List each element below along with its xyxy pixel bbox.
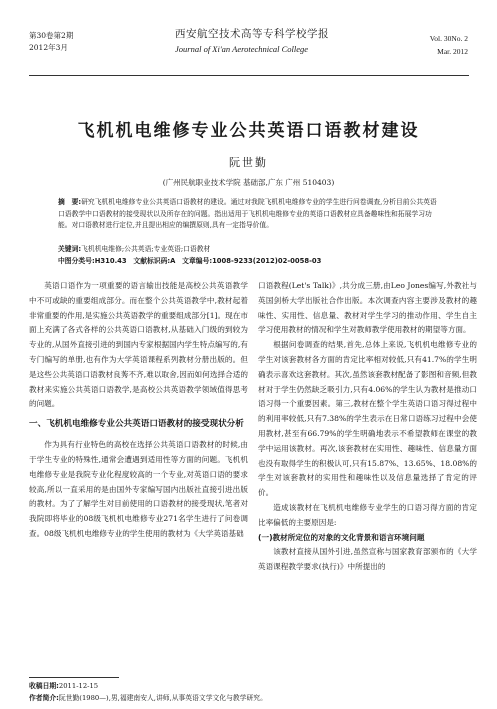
header-volume-en: Vol. 30No. 2 [429,34,468,43]
author-bio-label: 作者简介: [29,694,59,702]
received-label: 收稿日期: [29,682,59,690]
left-column [29,279,248,542]
body-paragraph: 口语教程(Let's Talk)》,共分成三册,由Leo Jones编写,外教社与英国剑桥大学出版社合作出版。本次调查内容主要涉及教材的趣味性、实用性、信息量、教材对学生学习的推动作用、学生自主学习使用教材的情况和学生对教师教学使用教材的期望等方面。 [258,281,477,335]
section-heading: 一、飞机机电维修专业公共英语口语教材的接受现状分析 [29,419,244,430]
classification-line [58,256,441,267]
journal-name-cn: 西安航空技术高等专科学校学报 [175,28,329,40]
footnote-divider [29,677,119,678]
header-issue-en [430,32,468,58]
classification-text: 中图分类号:H310.43 文献标识码:A 文章编号:1008-9233(2012)02-0058-03 [58,257,322,265]
article-title: 飞机机电维修专业公共英语口语教材建设 [77,121,420,141]
abstract [58,197,441,232]
header-volume-cn: 第30卷第2期 [29,31,74,40]
author-bio: 阮世勤(1980—),男,福建南安人,讲师,从事英语文学文化与教学研究。 [58,694,267,702]
body-paragraph: 英语口语作为一项重要的语言输出技能是高校公共英语教学中不可或缺的重要组成部分。而在整个公共英语教学中,教材起着非常重要的作用,是实施公共英语教学的重要组成部分[1]。现在市面上充满了各式各样的公共英语口语教材,从基础入门级的到较为专业的,从国外直接引进的到国内专家根据国内学生特点编写的,有专门编写的单册,也有作为大学英语课程系列教材分册出版的。但是这些公共英语口语教材良莠不齐,难以取舍,因而如何选择合适的教材来实施公共英语口语教学,是高校公共英语教学领域值得思考的问题。 [29,281,248,409]
abstract-label: 摘 要: [58,198,82,206]
keywords [58,244,441,255]
subsection-heading: (一)教材所定位的对象的文化背景和语言环境问题 [258,532,425,542]
received-date: 2011-12-15 [58,682,99,690]
header-date-en: Mar. 2012 [437,47,468,56]
body-paragraph: 造成该教材在飞机机电维修专业学生的口语习得方面的肯定比率偏低的主要原因是: [258,502,477,527]
header-journal [175,26,355,56]
body-paragraph: 作为具有行业特色的高校在选择公共英语口语教材的时候,由于学生专业的特殊性,通常会遭遇到适用性等方面的问题。飞机机电维修专业是我院专业化程度较高的一个专业,对英语口语的要求较高,所以一直采用的是由国外专家编写国内出版社直接引进出版的教材。为了了解学生对目前使用的口语教材的接受现状,笔者对我院即将毕业的08级飞机机电维修专业271名学生进行了问卷调查。08级飞机机电维修专业的学生使用的教材为《大学英语基础 [29,440,248,538]
header-date-cn: 2012年3月 [29,43,68,52]
header-divider [29,75,469,76]
abstract-text: 研究飞机机电维修专业公共英语口语教材的建设。通过对我院飞机机电维修专业的学生进行问卷调查,分析目前公共英语口语教学中口语教材的接受现状以及所存在的问题。指出适用于飞机机电维修专业的英语口语教材应具备趣味性和拓展学习功能。对口语教材进行定位,并且提出相应的编撰原则,具有一定指导价值。 [58,198,437,229]
header-issue-cn [29,30,73,54]
keywords-label: 关键词: [58,245,82,253]
journal-name-en: Journal of Xi'an Aerotechnical College [175,44,309,54]
right-column [258,279,477,575]
article-author: 阮世勤 [229,156,268,169]
body-paragraph: 根据问卷调查的结果,首先,总体上来说,飞机机电维修专业的学生对该套教材各方面的肯定比率相对较低,只有41.7%的学生明确表示喜欢这套教材。其次,虽然该套教材配备了影图和音频,但教材对于学生仍然缺乏吸引力,只有4.06%的学生认为教材是推动口语习得一个重要因素。第三,教材在整个学生英语口语习得过程中的利用率较低,只有7.38%的学生表示在日常口语练习过程中会使用教材,甚至有66.79%的学生明确地表示不希望教师在课堂的教学中运用该教材。再次,该套教材在实用性、趣味性、信息量方面也没有取得学生的积极认可,只有15.87%、13.65%、18.08%的学生对该套教材的实用性和趣味性以及信息量选择了肯定的评价。 [258,340,477,498]
footnote-received [29,681,469,692]
page-header [0,0,497,78]
footnote-author [29,693,469,704]
article-affiliation: (广州民航职业技术学院 基础部,广东 广州 510403) [162,178,335,187]
keywords-text: 飞机机电维修;公共英语;专业英语;口语教材 [81,245,211,253]
body-paragraph: 该教材直接从国外引进,虽然宣称与国家教育部颁布的《大学英语课程教学要求(执行)》中所提出的 [258,547,477,572]
